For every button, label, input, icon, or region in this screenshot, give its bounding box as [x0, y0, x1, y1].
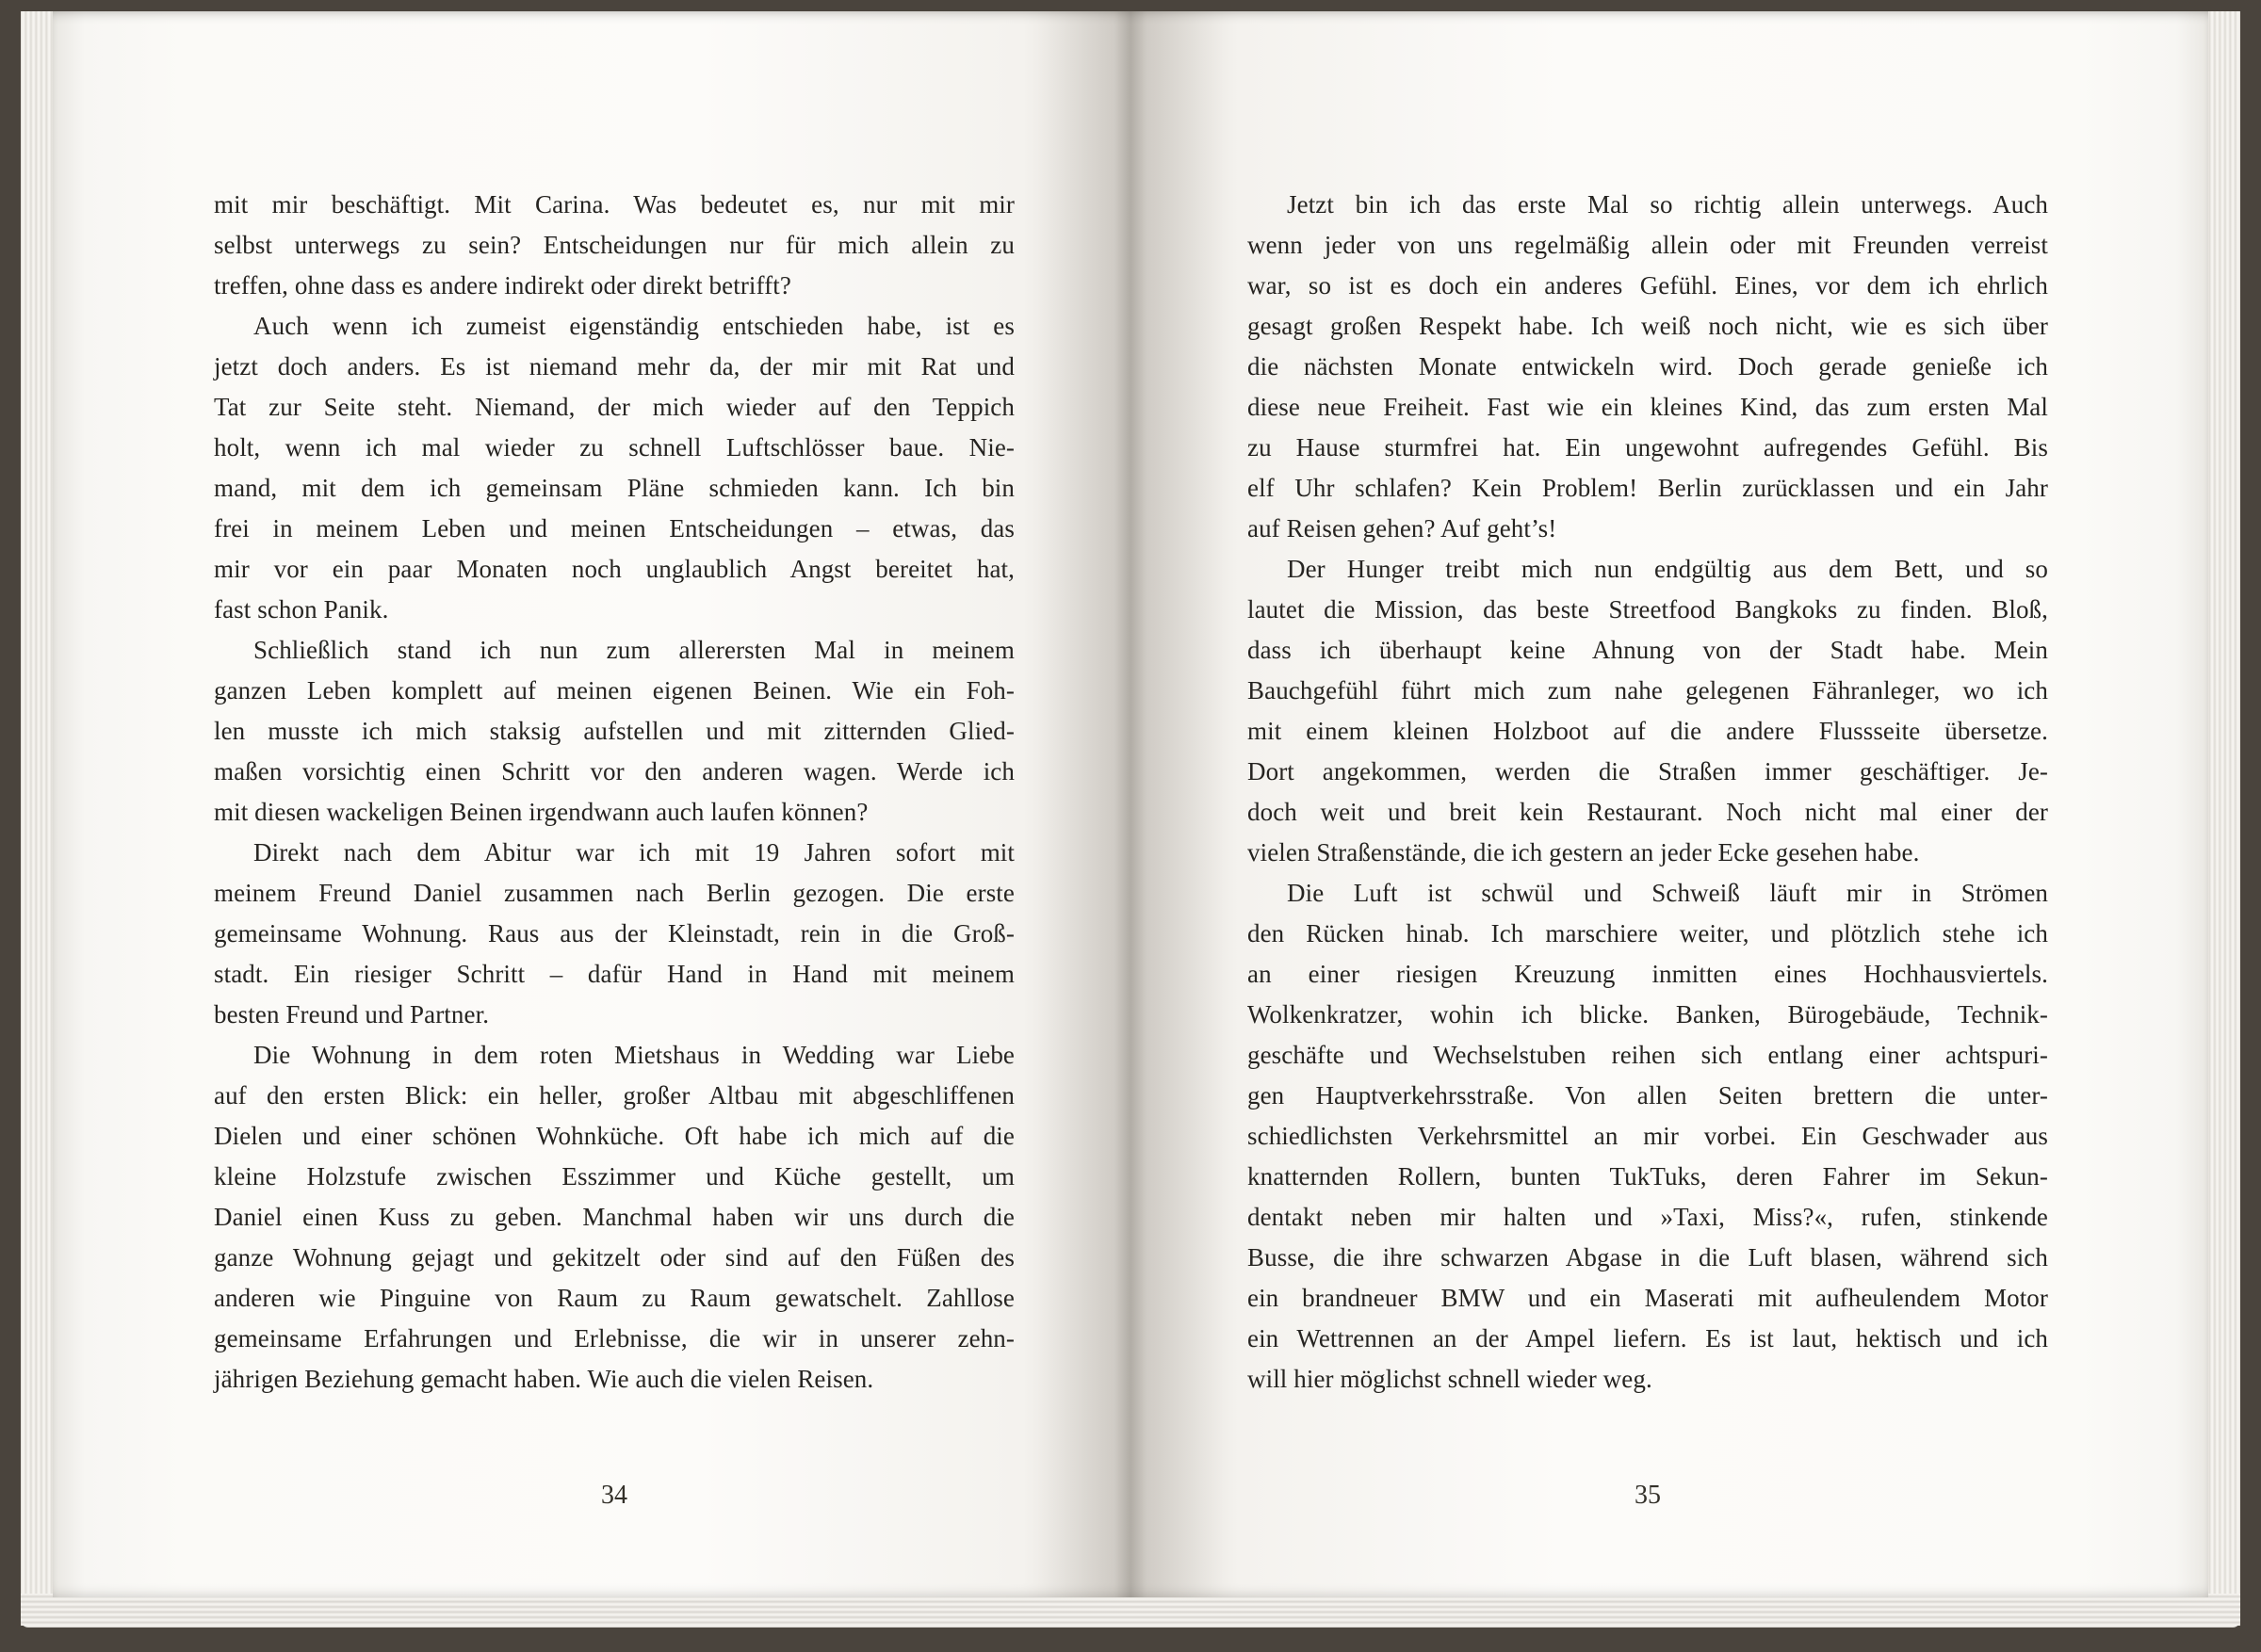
text-line: treffen, ohne dass es andere indirekt oder direkt betrifft? — [214, 271, 791, 300]
text-line: ganze Wohnung gejagt und gekitzelt oder sind auf den Füßen des — [214, 1243, 1015, 1271]
text-line: Der Hunger treibt mich nun endgültig aus dem Bett, und so — [1287, 555, 2048, 583]
text-line: Jetzt bin ich das erste Mal so richtig allein unterwegs. Auch — [1287, 190, 2048, 219]
text-line: mir vor ein paar Monaten noch unglaublich Angst bereitet hat, — [214, 555, 1015, 583]
paragraph — [214, 630, 1015, 833]
text-line: will hier möglichst schnell wieder weg. — [1247, 1365, 1652, 1393]
text-line: lautet die Mission, das beste Streetfood Bangkoks zu finden. Bloß, — [1247, 595, 2048, 624]
text-line: jährigen Beziehung gemacht haben. Wie auch die vielen Reisen. — [214, 1365, 874, 1393]
text-line: diese neue Freiheit. Fast wie ein kleines Kind, das zum ersten Mal — [1247, 393, 2048, 421]
text-line: gen Hauptverkehrsstraße. Von allen Seiten brettern die unter- — [1247, 1081, 2048, 1109]
right-page-number: 35 — [1635, 1481, 1661, 1510]
text-line: gesagt großen Respekt habe. Ich weiß noch nicht, wie es sich über — [1247, 312, 2048, 340]
text-line: Daniel einen Kuss zu geben. Manchmal haben wir uns durch die — [214, 1203, 1015, 1231]
text-line: dentakt neben mir halten und »Taxi, Miss?«, rufen, stinkende — [1247, 1203, 2048, 1231]
left-page-number: 34 — [601, 1481, 627, 1510]
text-line: stadt. Ein riesiger Schritt – dafür Hand in Hand mit meinem — [214, 960, 1015, 988]
text-line: gemeinsame Wohnung. Raus aus der Kleinstadt, rein in die Groß- — [214, 919, 1015, 947]
page-stack-right-edge — [2204, 11, 2240, 1626]
text-line: besten Freund und Partner. — [214, 1000, 490, 1028]
paragraph — [214, 1035, 1015, 1400]
text-line: dass ich überhaupt keine Ahnung von der Stadt habe. Mein — [1247, 636, 2048, 664]
text-line: vielen Straßenstände, die ich gestern an jeder Ecke gesehen habe. — [1247, 838, 1920, 866]
paragraph — [1247, 873, 2048, 1400]
paragraph — [1247, 549, 2048, 873]
paragraph — [1247, 185, 2048, 549]
text-line: wenn jeder von uns regelmäßig allein oder mit Freunden verreist — [1247, 231, 2048, 259]
paragraph — [214, 306, 1015, 630]
text-line: ganzen Leben komplett auf meinen eigenen Beinen. Wie ein Foh- — [214, 676, 1015, 705]
text-line: ein brandneuer BMW und ein Maserati mit aufheulendem Motor — [1247, 1284, 2048, 1312]
text-line: len musste ich mich staksig aufstellen und mit zitternden Glied- — [214, 717, 1015, 745]
text-line: auf den ersten Blick: ein heller, großer Altbau mit abgeschliffenen — [214, 1081, 1015, 1109]
text-line: Dort angekommen, werden die Straßen immer geschäftiger. Je- — [1247, 757, 2048, 786]
text-line: Die Wohnung in dem roten Mietshaus in Wedding war Liebe — [253, 1041, 1015, 1069]
text-line: knatternden Rollern, bunten TukTuks, deren Fahrer im Sekun- — [1247, 1162, 2048, 1190]
text-line: Auch wenn ich zumeist eigenständig entschieden habe, ist es — [253, 312, 1015, 340]
text-line: ein Wettrennen an der Ampel liefern. Es ist laut, hektisch und ich — [1247, 1324, 2048, 1352]
text-line: meinem Freund Daniel zusammen nach Berlin gezogen. Die erste — [214, 879, 1015, 907]
text-line: doch weit und breit kein Restaurant. Noch nicht mal einer der — [1247, 798, 2048, 826]
text-line: Direkt nach dem Abitur war ich mit 19 Jahren sofort mit — [253, 838, 1015, 866]
text-line: jetzt doch anders. Es ist niemand mehr da, der mir mit Rat und — [214, 352, 1015, 381]
text-line: war, so ist es doch ein anderes Gefühl. Eines, vor dem ich ehrlich — [1247, 271, 2048, 300]
text-line: anderen wie Pinguine von Raum zu Raum gewatschelt. Zahllose — [214, 1284, 1015, 1312]
paragraph — [214, 833, 1015, 1035]
right-page-text — [1247, 185, 2048, 1400]
text-line: fast schon Panik. — [214, 595, 389, 624]
page-stack-left-edge — [21, 11, 57, 1626]
text-line: schiedlichsten Verkehrsmittel an mir vorbei. Ein Geschwader aus — [1247, 1122, 2048, 1150]
text-line: frei in meinem Leben und meinen Entscheidungen – etwas, das — [214, 514, 1015, 543]
text-line: Dielen und einer schönen Wohnküche. Oft habe ich mich auf die — [214, 1122, 1015, 1150]
text-line: holt, wenn ich mal wieder zu schnell Luftschlösser baue. Nie- — [214, 433, 1015, 462]
text-line: Schließlich stand ich nun zum allerersten Mal in meinem — [253, 636, 1015, 664]
text-line: Busse, die ihre schwarzen Abgase in die Luft blasen, während sich — [1247, 1243, 2048, 1271]
text-line: Tat zur Seite steht. Niemand, der mich wieder auf den Teppich — [214, 393, 1015, 421]
text-line: mit diesen wackeligen Beinen irgendwann auch laufen können? — [214, 798, 869, 826]
text-line: mit einem kleinen Holzboot auf die andere Flussseite übersetze. — [1247, 717, 2048, 745]
text-line: Wolkenkratzer, wohin ich blicke. Banken, Bürogebäude, Technik- — [1247, 1000, 2048, 1028]
text-line: den Rücken hinab. Ich marschiere weiter, und plötzlich stehe ich — [1247, 919, 2048, 947]
left-page-text — [214, 185, 1015, 1400]
text-line: elf Uhr schlafen? Kein Problem! Berlin zurücklassen und ein Jahr — [1247, 474, 2048, 502]
paragraph — [214, 185, 1015, 306]
text-line: geschäfte und Wechselstuben reihen sich entlang einer achtspuri- — [1247, 1041, 2048, 1069]
text-line: Bauchgefühl führt mich zum nahe gelegenen Fähranleger, wo ich — [1247, 676, 2048, 705]
text-line: maßen vorsichtig einen Schritt vor den anderen wagen. Werde ich — [214, 757, 1015, 786]
text-line: an einer riesigen Kreuzung inmitten eines Hochhausviertels. — [1247, 960, 2048, 988]
text-line: selbst unterwegs zu sein? Entscheidungen nur für mich allein zu — [214, 231, 1015, 259]
text-line: Die Luft ist schwül und Schweiß läuft mir in Strömen — [1287, 879, 2048, 907]
text-line: mand, mit dem ich gemeinsam Pläne schmieden kann. Ich bin — [214, 474, 1015, 502]
text-line: kleine Holzstufe zwischen Esszimmer und Küche gestellt, um — [214, 1162, 1015, 1190]
text-line: gemeinsame Erfahrungen und Erlebnisse, die wir in unserer zehn- — [214, 1324, 1015, 1352]
text-line: mit mir beschäftigt. Mit Carina. Was bedeutet es, nur mit mir — [214, 190, 1015, 219]
text-line: die nächsten Monate entwickeln wird. Doch gerade genieße ich — [1247, 352, 2048, 381]
text-line: zu Hause sturmfrei hat. Ein ungewohnt aufregendes Gefühl. Bis — [1247, 433, 2048, 462]
text-line: auf Reisen gehen? Auf geht’s! — [1247, 514, 1557, 543]
page-stack-bottom-edge — [21, 1594, 2240, 1628]
